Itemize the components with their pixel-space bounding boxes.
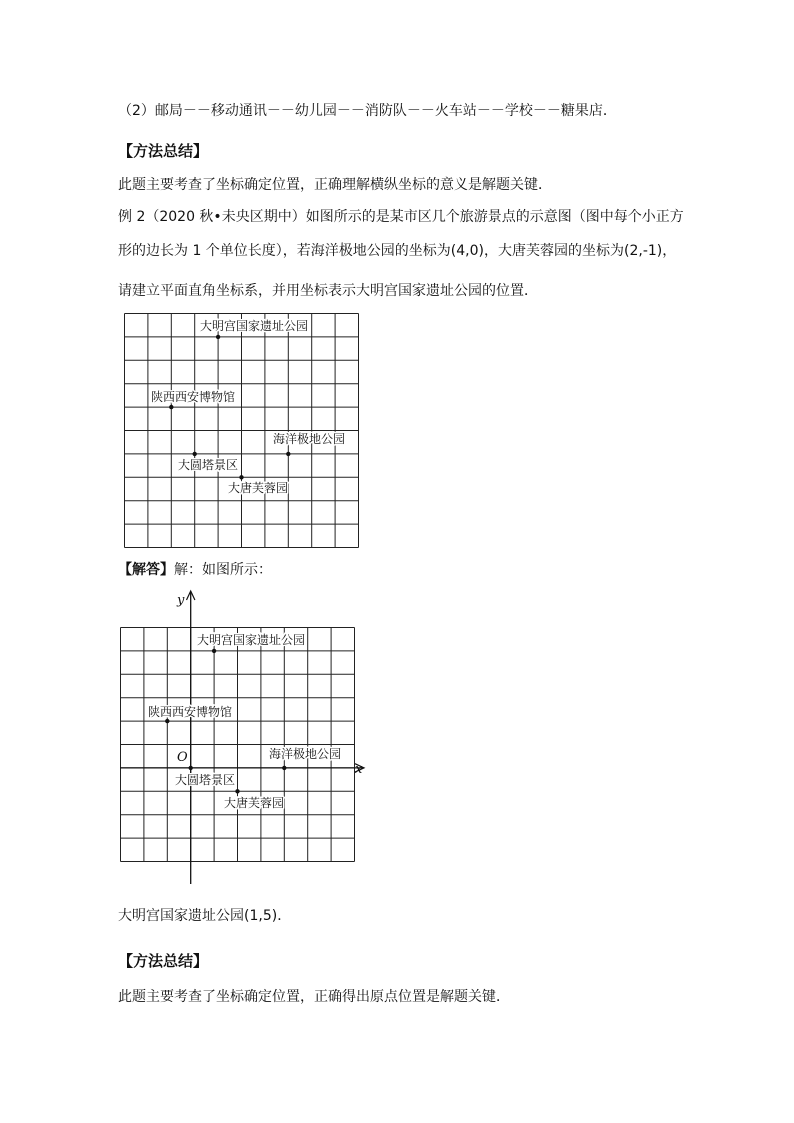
label-tower: 大圆塔景区 [178, 458, 239, 472]
coordinate-grid [121, 628, 355, 862]
coordinate-map-figure [120, 586, 370, 886]
scenic-map-figure [124, 313, 360, 549]
answer-line [118, 560, 272, 580]
marker-ocean-park [286, 452, 290, 456]
marker-furong [235, 789, 239, 793]
marker-furong [239, 475, 243, 479]
map-markers [151, 318, 345, 495]
list-item-route: （2）邮局－－移动通讯－－幼儿园－－消防队－－火车站－－学校－－糖果店． [118, 103, 617, 119]
marker-museum [169, 405, 173, 409]
origin-label: O [177, 750, 188, 765]
answer-text: 解：如图所示： [174, 562, 272, 578]
map-grid [125, 314, 359, 548]
label-furong: 大唐芙蓉园 [224, 796, 285, 810]
marker-tower [193, 452, 197, 456]
example-text-line-2: 形的边长为 1 个单位长度），若海洋极地公园的坐标为(4,0)，大唐芙蓉园的坐标为(2,-1)， [118, 243, 677, 259]
y-axis-label: y [177, 593, 185, 608]
method-summary-text: 此题主要考查了坐标确定位置，正确理解横纵坐标的意义是解题关键． [118, 177, 552, 193]
marker-daminggong [212, 649, 216, 653]
label-ocean-park: 海洋极地公园 [269, 747, 342, 761]
label-tower: 大圆塔景区 [175, 773, 236, 787]
label-daminggong: 大明宫国家遗址公园 [200, 319, 309, 333]
example-text-line-1: 例 2（2020 秋•未央区期中）如图所示的是某市区几个旅游景点的示意图（图中每个小正方 [118, 209, 684, 225]
x-axis-label: x [355, 762, 363, 777]
example-text-line-3: 请建立平面直角坐标系，并用坐标表示大明宫国家遗址公园的位置． [118, 283, 538, 299]
method-summary-text-2: 此题主要考查了坐标确定位置，正确得出原点位置是解题关键． [118, 989, 510, 1005]
label-furong: 大唐芙蓉园 [228, 481, 289, 495]
marker-daminggong [216, 335, 220, 339]
answer-label: 【解答】 [118, 562, 174, 578]
marker-tower [189, 766, 193, 770]
label-museum: 陕西西安博物馆 [148, 705, 233, 719]
label-museum: 陕西西安博物馆 [151, 390, 236, 404]
method-summary-heading-2: 【方法总结】 [118, 952, 209, 970]
result-text: 大明宫国家遗址公园(1,5)． [118, 908, 292, 924]
marker-museum [165, 719, 169, 723]
label-daminggong: 大明宫国家遗址公园 [197, 633, 306, 647]
method-summary-heading: 【方法总结】 [118, 142, 209, 160]
marker-ocean-park [282, 766, 286, 770]
label-ocean-park: 海洋极地公园 [273, 432, 346, 446]
